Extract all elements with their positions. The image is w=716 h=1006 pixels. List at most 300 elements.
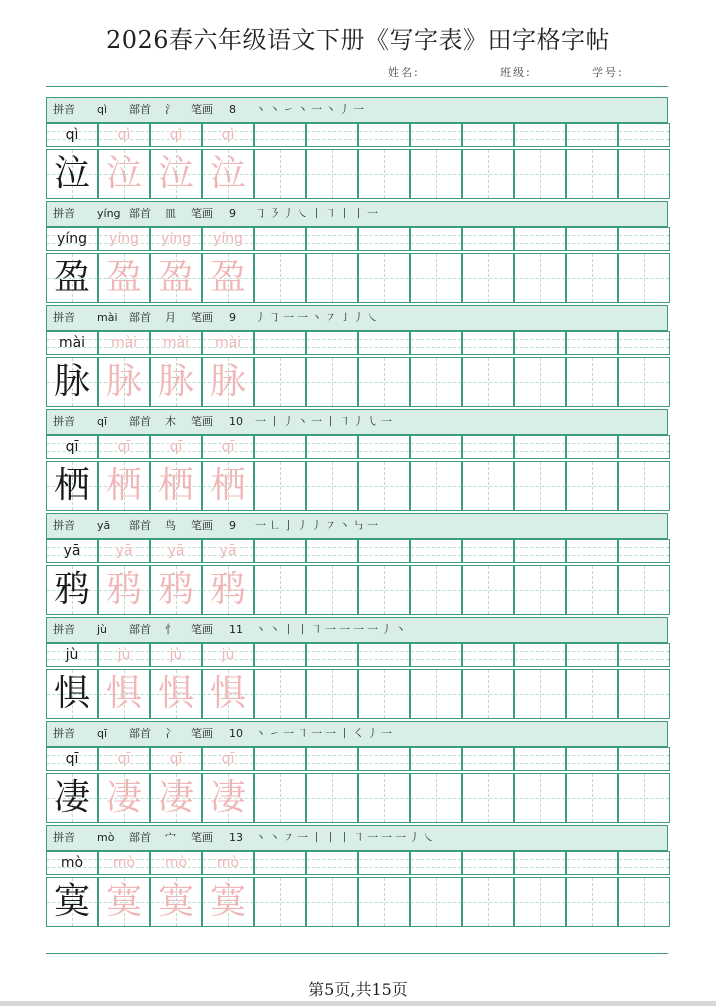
pinyin-cell[interactable] [566, 227, 618, 251]
pinyin-cell-trace [98, 435, 150, 459]
trace-character: 栖 [209, 465, 246, 506]
pinyin-cell[interactable] [514, 435, 566, 459]
pinyin-cell[interactable] [254, 643, 306, 667]
pinyin-cell[interactable] [514, 747, 566, 771]
trace-character: 盈 [105, 257, 142, 298]
pinyin-trace-text: mò [216, 855, 240, 871]
pinyin-trace-text: yā [219, 543, 237, 559]
pinyin-cell[interactable] [358, 123, 410, 147]
stroke-count-value: 9 [229, 311, 236, 324]
pinyin-model-text: mò [60, 855, 84, 871]
radical-label: 部首 [129, 519, 151, 532]
tian-grid-cell[interactable] [306, 253, 358, 303]
tian-grid-cell[interactable] [566, 461, 618, 511]
tian-grid-cell[interactable] [410, 461, 462, 511]
trace-character: 泣 [105, 153, 142, 194]
tian-grid-cell-trace [98, 357, 150, 407]
radical-label: 部首 [129, 415, 151, 428]
tian-grid-cell[interactable] [306, 669, 358, 719]
model-character: 寞 [53, 881, 90, 922]
pinyin-cell[interactable] [410, 539, 462, 563]
pinyin-cell-trace [150, 123, 202, 147]
pinyin-cell[interactable] [306, 747, 358, 771]
pinyin-cell[interactable] [410, 643, 462, 667]
tian-grid-cell[interactable] [306, 565, 358, 615]
tian-grid-cell-trace [150, 253, 202, 303]
pinyin-trace-text: qī [117, 439, 131, 455]
tian-grid-cell-model [46, 877, 98, 927]
stroke-count-label: 笔画 [191, 623, 213, 636]
pinyin-cell[interactable] [358, 331, 410, 355]
tian-grid-cell[interactable] [618, 565, 670, 615]
pinyin-cell[interactable] [410, 435, 462, 459]
stroke-count-value: 9 [229, 207, 236, 220]
character-block [46, 305, 668, 409]
pinyin-cell[interactable] [462, 851, 514, 875]
pinyin-trace-text: mài [214, 335, 242, 351]
pinyin-cell[interactable] [306, 643, 358, 667]
tian-grid-cell-trace [202, 773, 254, 823]
trace-character: 寞 [105, 881, 142, 922]
character-info-bar [46, 409, 668, 435]
tian-grid-cell[interactable] [254, 877, 306, 927]
pinyin-trace-text: yā [115, 543, 133, 559]
pinyin-trace-text: qì [117, 127, 131, 143]
trace-character: 盈 [157, 257, 194, 298]
radical-value: 宀 [165, 831, 176, 844]
pinyin-cell[interactable] [462, 227, 514, 251]
trace-character: 泣 [157, 153, 194, 194]
trace-character: 凄 [157, 777, 194, 818]
pinyin-value: qī [97, 415, 108, 428]
tian-grid-cell-trace [202, 461, 254, 511]
tian-grid-cell[interactable] [566, 877, 618, 927]
pinyin-row [46, 747, 668, 771]
top-divider [46, 86, 668, 87]
tian-grid-cell[interactable] [306, 773, 358, 823]
tian-grid-cell[interactable] [358, 357, 410, 407]
pinyin-label: 拼音 [53, 519, 75, 532]
tian-grid-cell-model [46, 565, 98, 615]
pinyin-trace-text: qī [221, 751, 235, 767]
pinyin-model-text: qī [65, 439, 79, 455]
trace-character: 惧 [209, 673, 246, 714]
pinyin-label: 拼音 [53, 831, 75, 844]
tian-grid-cell[interactable] [514, 773, 566, 823]
tian-grid-cell[interactable] [306, 149, 358, 199]
tian-grid-cell[interactable] [410, 877, 462, 927]
radical-value: 冫 [165, 727, 176, 740]
character-block [46, 97, 668, 201]
tian-grid-cell-trace [98, 773, 150, 823]
pinyin-label: 拼音 [53, 623, 75, 636]
model-character: 泣 [53, 153, 90, 194]
pinyin-cell[interactable] [358, 851, 410, 875]
pinyin-cell-trace [202, 123, 254, 147]
pinyin-cell[interactable] [566, 331, 618, 355]
pinyin-cell[interactable] [306, 435, 358, 459]
pinyin-cell[interactable] [410, 747, 462, 771]
stroke-count-value: 10 [229, 727, 243, 740]
pinyin-cell[interactable] [410, 123, 462, 147]
tian-grid-cell[interactable] [410, 565, 462, 615]
tian-grid-cell[interactable] [618, 773, 670, 823]
pinyin-trace-text: yā [167, 543, 185, 559]
pinyin-cell[interactable] [254, 331, 306, 355]
pinyin-cell-model [46, 851, 98, 875]
tian-grid-cell[interactable] [254, 669, 306, 719]
tian-grid-cell[interactable] [462, 253, 514, 303]
character-row [46, 461, 668, 511]
pinyin-cell[interactable] [618, 851, 670, 875]
stroke-count-label: 笔画 [191, 519, 213, 532]
pinyin-trace-text: qī [169, 751, 183, 767]
pinyin-model-text: yā [63, 543, 81, 559]
pinyin-cell-trace [202, 435, 254, 459]
pinyin-cell[interactable] [254, 539, 306, 563]
model-character: 惧 [53, 673, 90, 714]
trace-character: 脉 [105, 361, 142, 402]
tian-grid-cell[interactable] [306, 461, 358, 511]
pinyin-trace-text: jù [117, 647, 131, 663]
pinyin-cell-trace [98, 227, 150, 251]
pinyin-cell-trace [150, 643, 202, 667]
pinyin-cell-trace [202, 851, 254, 875]
tian-grid-cell-trace [150, 565, 202, 615]
pinyin-trace-text: qī [117, 751, 131, 767]
character-info-bar [46, 305, 668, 331]
pinyin-cell[interactable] [566, 851, 618, 875]
character-info-bar [46, 617, 668, 643]
radical-value: 鸟 [165, 519, 176, 532]
bottom-bar [0, 1001, 716, 1006]
stroke-order: ㇆㇋丿㇏丨㇕丨丨一 [255, 207, 381, 220]
trace-character: 脉 [157, 361, 194, 402]
tian-grid-cell-trace [150, 669, 202, 719]
pinyin-cell[interactable] [410, 851, 462, 875]
pinyin-cell[interactable] [410, 227, 462, 251]
pinyin-cell-trace [202, 331, 254, 355]
tian-grid-cell-trace [98, 461, 150, 511]
tian-grid-cell-trace [150, 357, 202, 407]
stroke-order: 一㇗亅丿丿㇇丶㇉一 [255, 519, 381, 532]
stroke-order: 丶㇀一㇕一一丨㇛丿一 [255, 727, 395, 740]
tian-grid-cell[interactable] [462, 669, 514, 719]
pinyin-cell[interactable] [566, 747, 618, 771]
tian-grid-cell[interactable] [618, 669, 670, 719]
pinyin-cell[interactable] [306, 539, 358, 563]
pinyin-trace-text: qì [169, 127, 183, 143]
pinyin-cell[interactable] [254, 123, 306, 147]
stroke-count-label: 笔画 [191, 207, 213, 220]
character-block [46, 825, 668, 929]
pinyin-cell[interactable] [462, 643, 514, 667]
tian-grid-cell-trace [202, 565, 254, 615]
tian-grid-cell-trace [98, 669, 150, 719]
pinyin-cell-trace [202, 747, 254, 771]
pinyin-trace-text: mò [164, 855, 188, 871]
pinyin-cell[interactable] [358, 643, 410, 667]
character-row [46, 253, 668, 303]
pinyin-cell[interactable] [462, 331, 514, 355]
tian-grid-cell[interactable] [618, 149, 670, 199]
tian-grid-cell[interactable] [462, 149, 514, 199]
pinyin-cell[interactable] [306, 331, 358, 355]
pinyin-cell-trace [98, 851, 150, 875]
tian-grid-cell[interactable] [410, 149, 462, 199]
tian-grid-cell[interactable] [618, 357, 670, 407]
tian-grid-cell[interactable] [358, 565, 410, 615]
pinyin-row [46, 539, 668, 563]
tian-grid-cell[interactable] [462, 357, 514, 407]
pinyin-value: jù [97, 623, 108, 636]
tian-grid-cell-trace [98, 565, 150, 615]
page-title: 2026春六年级语文下册《写字表》田字格字帖 [105, 26, 611, 54]
pinyin-cell[interactable] [254, 227, 306, 251]
tian-grid-cell[interactable] [566, 565, 618, 615]
pinyin-cell[interactable] [462, 747, 514, 771]
pinyin-cell[interactable] [618, 227, 670, 251]
stroke-order: 丶丶㇇一丨丨丨㇕一一一丿㇏ [255, 831, 437, 844]
pinyin-cell[interactable] [462, 435, 514, 459]
pinyin-cell[interactable] [358, 539, 410, 563]
radical-label: 部首 [129, 103, 151, 116]
tian-grid-cell[interactable] [254, 149, 306, 199]
pinyin-cell[interactable] [566, 539, 618, 563]
character-block [46, 617, 668, 721]
tian-grid-cell-trace [150, 877, 202, 927]
pinyin-value: yā [97, 519, 111, 532]
character-info-bar [46, 513, 668, 539]
pinyin-cell[interactable] [514, 227, 566, 251]
character-row [46, 149, 668, 199]
pinyin-cell[interactable] [514, 123, 566, 147]
pinyin-value: qì [97, 103, 108, 116]
tian-grid-cell[interactable] [514, 461, 566, 511]
trace-character: 惧 [105, 673, 142, 714]
tian-grid-cell-trace [202, 877, 254, 927]
pinyin-cell[interactable] [410, 331, 462, 355]
radical-value: 忄 [165, 623, 176, 636]
model-character: 盈 [53, 257, 90, 298]
pinyin-cell[interactable] [254, 435, 306, 459]
pinyin-cell-trace [202, 539, 254, 563]
bottom-divider [46, 953, 668, 954]
trace-character: 鸦 [157, 569, 194, 610]
pinyin-trace-text: qì [221, 127, 235, 143]
pinyin-cell-trace [98, 539, 150, 563]
pinyin-model-text: qī [65, 751, 79, 767]
tian-grid-cell[interactable] [566, 149, 618, 199]
pinyin-row [46, 435, 668, 459]
tian-grid-cell[interactable] [306, 357, 358, 407]
character-row [46, 669, 668, 719]
pinyin-cell[interactable] [462, 539, 514, 563]
pinyin-cell[interactable] [618, 539, 670, 563]
tian-grid-cell[interactable] [514, 357, 566, 407]
stroke-count-label: 笔画 [191, 103, 213, 116]
pinyin-cell[interactable] [306, 123, 358, 147]
tian-grid-cell[interactable] [254, 773, 306, 823]
tian-grid-cell[interactable] [306, 877, 358, 927]
trace-character: 鸦 [209, 569, 246, 610]
tian-grid-cell[interactable] [618, 253, 670, 303]
pinyin-row [46, 227, 668, 251]
character-row [46, 877, 668, 927]
stroke-count-value: 9 [229, 519, 236, 532]
tian-grid-cell[interactable] [514, 877, 566, 927]
tian-grid-cell[interactable] [566, 253, 618, 303]
tian-grid-cell-model [46, 669, 98, 719]
trace-character: 栖 [157, 465, 194, 506]
pinyin-cell[interactable] [306, 851, 358, 875]
tian-grid-cell[interactable] [566, 773, 618, 823]
tian-grid-cell[interactable] [410, 253, 462, 303]
pinyin-value: qī [97, 727, 108, 740]
tian-grid-cell[interactable] [462, 461, 514, 511]
stroke-count-value: 11 [229, 623, 243, 636]
stroke-order: 丶丶㇀丶一丶丿一 [255, 103, 367, 116]
tian-grid-cell-trace [98, 149, 150, 199]
tian-grid-cell[interactable] [254, 357, 306, 407]
pinyin-cell[interactable] [254, 851, 306, 875]
tian-grid-cell-trace [202, 669, 254, 719]
pinyin-cell[interactable] [514, 331, 566, 355]
pinyin-value: mò [97, 831, 115, 844]
pinyin-cell-trace [150, 435, 202, 459]
trace-character: 凄 [105, 777, 142, 818]
stroke-count-value: 13 [229, 831, 243, 844]
pinyin-cell[interactable] [566, 435, 618, 459]
tian-grid-cell-model [46, 357, 98, 407]
tian-grid-cell[interactable] [618, 461, 670, 511]
tian-grid-cell-trace [202, 357, 254, 407]
page-number: 第5页,共15页 [308, 980, 408, 999]
tian-grid-cell[interactable] [514, 565, 566, 615]
pinyin-cell[interactable] [358, 227, 410, 251]
pinyin-cell-model [46, 227, 98, 251]
tian-grid-cell[interactable] [514, 669, 566, 719]
character-info-bar [46, 721, 668, 747]
tian-grid-cell[interactable] [410, 357, 462, 407]
pinyin-label: 拼音 [53, 207, 75, 220]
character-row [46, 357, 668, 407]
tian-grid-cell-trace [150, 149, 202, 199]
tian-grid-cell[interactable] [358, 149, 410, 199]
tian-grid-cell[interactable] [514, 253, 566, 303]
tian-grid-cell[interactable] [254, 565, 306, 615]
radical-value: 木 [165, 415, 176, 428]
tian-grid-cell[interactable] [358, 253, 410, 303]
tian-grid-cell[interactable] [410, 773, 462, 823]
tian-grid-cell[interactable] [410, 669, 462, 719]
tian-grid-cell[interactable] [358, 669, 410, 719]
pinyin-cell[interactable] [358, 435, 410, 459]
pinyin-cell[interactable] [514, 539, 566, 563]
pinyin-trace-text: mài [110, 335, 138, 351]
pinyin-model-text: qì [65, 127, 79, 143]
tian-grid-cell-model [46, 773, 98, 823]
pinyin-cell[interactable] [566, 123, 618, 147]
pinyin-cell[interactable] [514, 851, 566, 875]
trace-character: 惧 [157, 673, 194, 714]
tian-grid-cell-model [46, 253, 98, 303]
character-block [46, 201, 668, 305]
pinyin-label: 拼音 [53, 415, 75, 428]
pinyin-cell[interactable] [618, 643, 670, 667]
tian-grid-cell[interactable] [254, 253, 306, 303]
tian-grid-cell-trace [98, 877, 150, 927]
tian-grid-cell[interactable] [566, 357, 618, 407]
trace-character: 栖 [105, 465, 142, 506]
tian-grid-cell[interactable] [566, 669, 618, 719]
tian-grid-cell[interactable] [514, 149, 566, 199]
pinyin-cell[interactable] [254, 747, 306, 771]
pinyin-cell[interactable] [618, 123, 670, 147]
pinyin-cell[interactable] [618, 435, 670, 459]
pinyin-cell[interactable] [462, 123, 514, 147]
stroke-order: 丿㇆一一丶㇇㇚丿㇏ [255, 311, 381, 324]
character-block [46, 409, 668, 513]
tian-grid-cell[interactable] [462, 877, 514, 927]
model-character: 脉 [53, 361, 90, 402]
radical-value: 月 [165, 311, 176, 324]
radical-value: 皿 [165, 207, 176, 220]
stroke-count-value: 8 [229, 103, 236, 116]
tian-grid-cell[interactable] [358, 773, 410, 823]
character-info-bar [46, 201, 668, 227]
tian-grid-cell[interactable] [358, 877, 410, 927]
pinyin-cell[interactable] [566, 643, 618, 667]
trace-character: 寞 [157, 881, 194, 922]
character-info-bar [46, 97, 668, 123]
stroke-count-label: 笔画 [191, 311, 213, 324]
pinyin-cell[interactable] [306, 227, 358, 251]
pinyin-cell[interactable] [358, 747, 410, 771]
pinyin-cell[interactable] [618, 331, 670, 355]
pinyin-cell-trace [150, 331, 202, 355]
stroke-count-label: 笔画 [191, 831, 213, 844]
pinyin-cell-model [46, 123, 98, 147]
pinyin-value: yíng [97, 207, 121, 220]
radical-label: 部首 [129, 207, 151, 220]
pinyin-cell[interactable] [514, 643, 566, 667]
tian-grid-cell-model [46, 149, 98, 199]
pinyin-cell[interactable] [618, 747, 670, 771]
pinyin-trace-text: yíng [161, 231, 191, 247]
pinyin-row [46, 851, 668, 875]
pinyin-cell-trace [202, 643, 254, 667]
pinyin-trace-text: jù [169, 647, 183, 663]
tian-grid-cell[interactable] [358, 461, 410, 511]
trace-character: 盈 [209, 257, 246, 298]
pinyin-cell-trace [150, 851, 202, 875]
pinyin-cell-model [46, 331, 98, 355]
pinyin-cell-trace [98, 747, 150, 771]
tian-grid-cell[interactable] [462, 773, 514, 823]
pinyin-value: mài [97, 311, 118, 324]
tian-grid-cell-trace [150, 461, 202, 511]
radical-label: 部首 [129, 831, 151, 844]
pinyin-cell-trace [150, 227, 202, 251]
trace-character: 鸦 [105, 569, 142, 610]
pinyin-row [46, 123, 668, 147]
tian-grid-cell[interactable] [462, 565, 514, 615]
radical-label: 部首 [129, 623, 151, 636]
tian-grid-cell[interactable] [254, 461, 306, 511]
pinyin-trace-text: qī [169, 439, 183, 455]
tian-grid-cell[interactable] [618, 877, 670, 927]
